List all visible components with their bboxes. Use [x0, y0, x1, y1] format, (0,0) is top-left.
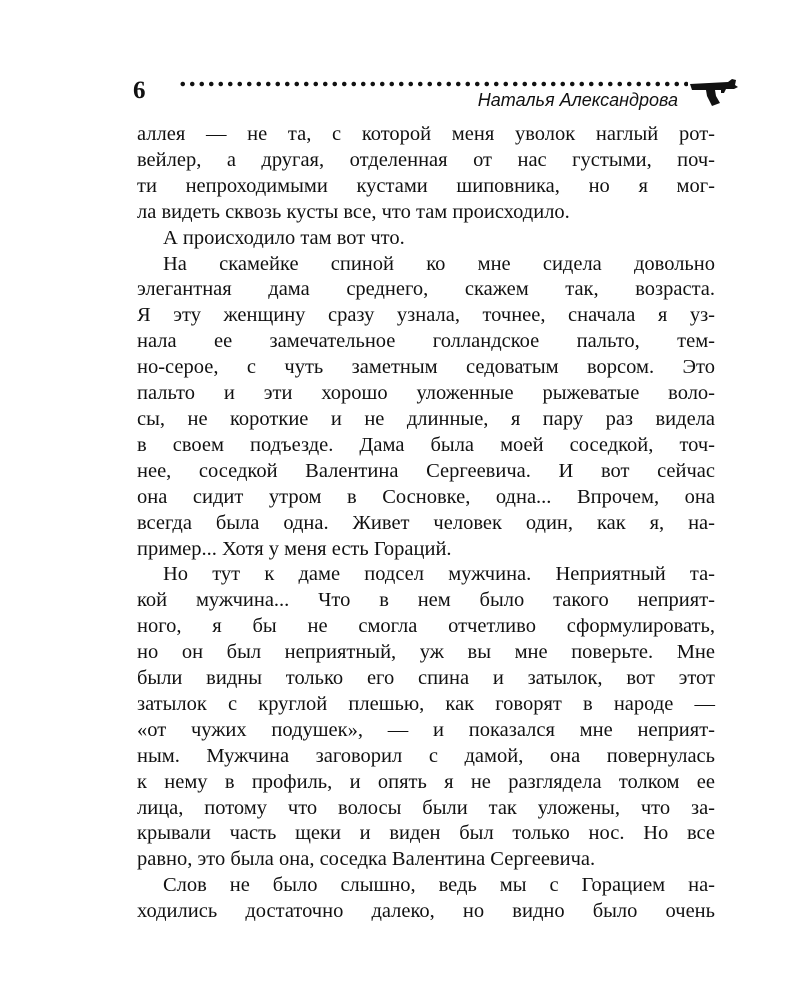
- text-line: «от чужих подушек», — и показался мне неприят-: [137, 718, 715, 741]
- text-line: Но тут к даме подсел мужчина. Неприятный та-: [163, 563, 715, 586]
- text-line: элегантная дама среднего, скажем так, возраста.: [137, 278, 715, 301]
- text-line: в своем подъезде. Дама была моей соседкой, точ-: [137, 433, 715, 456]
- text-line: ти непроходимыми кустами шиповника, но я мог-: [137, 174, 715, 197]
- text-line: Слов не было слышно, ведь мы с Горацием на-: [163, 874, 715, 897]
- running-header-author: Наталья Александрова: [477, 90, 678, 110]
- text-line: ного, я бы не смогла отчетливо сформулировать,: [137, 615, 715, 638]
- text-line: равно, это была она, соседка Валентина Сергеевича.: [137, 848, 596, 871]
- text-line: Я эту женщину сразу узнала, точнее, сначала я уз-: [137, 304, 715, 327]
- text-line: всегда была одна. Живет человек один, как я, на-: [137, 511, 715, 534]
- body-text: [137, 122, 715, 925]
- pistol-icon: [688, 76, 740, 108]
- text-line: ным. Мужчина заговорил с дамой, она повернулась: [137, 744, 715, 767]
- text-line: она сидит утром в Сосновке, одна... Впрочем, она: [137, 485, 715, 508]
- text-line: но-серое, с чуть заметным седоватым ворсом. Это: [137, 356, 715, 379]
- text-line: лица, потому что волосы были так уложены, что за-: [137, 796, 715, 819]
- text-line: но он был неприятный, уж вы мне поверьте. Мне: [137, 641, 715, 664]
- text-line: аллея — не та, с которой меня уволок наглый рот-: [137, 123, 715, 145]
- text-line: вейлер, а другая, отделенная от нас густыми, поч-: [137, 148, 715, 171]
- text-line: ходились достаточно далеко, но видно было очень: [137, 900, 715, 923]
- text-line: ла видеть сквозь кусты все, что там происходило.: [137, 200, 570, 223]
- text-line: пример... Хотя у меня есть Гораций.: [137, 537, 452, 560]
- text-line: нала ее замечательное голландское пальто, тем-: [137, 330, 715, 353]
- text-line: сы, не короткие и не длинные, я пару раз видела: [137, 407, 715, 430]
- dotted-rule: [178, 80, 688, 88]
- text-line: были видны только его спина и затылок, вот этот: [137, 667, 715, 690]
- text-line: кой мужчина... Что в нем было такого неприят-: [137, 589, 715, 612]
- text-line: пальто и эти хорошо уложенные рыжеватые воло-: [137, 382, 715, 405]
- page-number: 6: [133, 77, 146, 104]
- text-line: к нему в профиль, и опять я не разглядела толком ее: [137, 770, 715, 793]
- text-line: нее, соседкой Валентина Сергеевича. И вот сейчас: [137, 459, 715, 482]
- text-line: крывали часть щеки и виден был только нос. Но все: [137, 822, 715, 845]
- text-line: затылок с круглой плешью, как говорят в народе —: [137, 692, 715, 715]
- text-line: На скамейке спиной ко мне сидела довольно: [163, 252, 715, 275]
- text-line: А происходило там вот что.: [163, 226, 405, 249]
